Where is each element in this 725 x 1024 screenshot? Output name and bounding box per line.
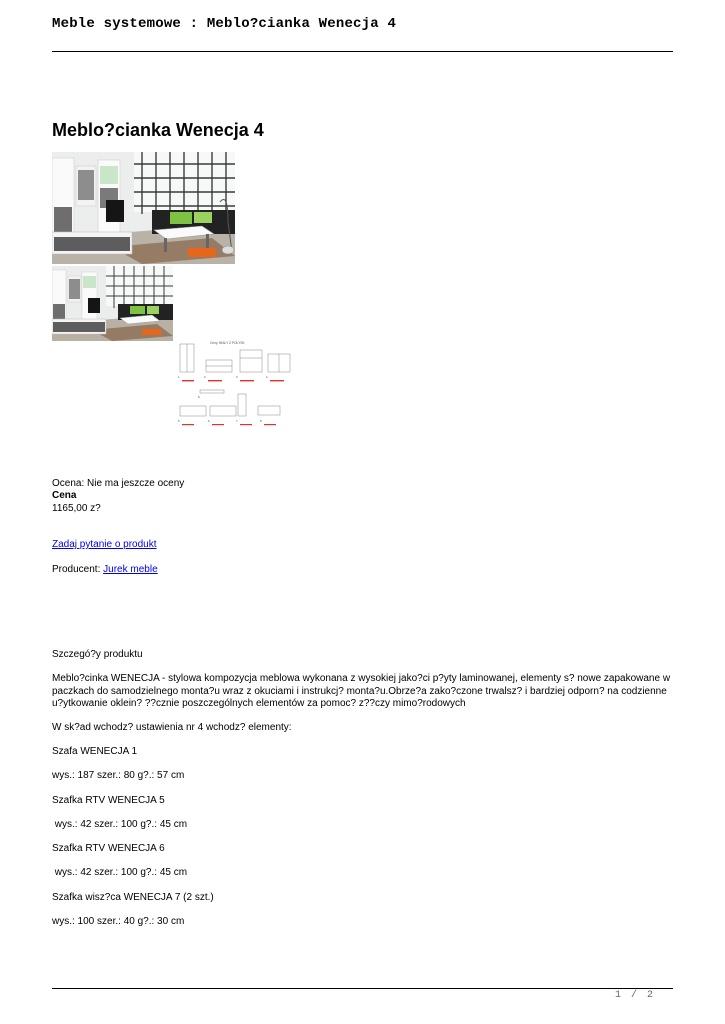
svg-text:8.: 8. (198, 396, 201, 399)
svg-text:1.: 1. (178, 376, 181, 379)
footer-divider (52, 988, 673, 989)
svg-text:2.: 2. (204, 376, 207, 379)
element-dimensions: wys.: 42 szer.: 100 g?.: 45 cm (52, 867, 188, 878)
element-dimensions: wys.: 187 szer.: 80 g?.: 57 cm (52, 770, 185, 781)
product-title: Meblo?cianka Wenecja 4 (52, 120, 264, 140)
diagram-heading: Ceny: BIAŁY Z POŁYSK (210, 341, 245, 345)
svg-text:5.: 5. (178, 420, 181, 423)
details-heading: Szczegó?y produktu (52, 649, 143, 660)
dimensions-diagram[interactable] (174, 338, 298, 426)
document-header-title: Meble systemowe : Meblo?cianka Wenecja 4 (52, 16, 397, 32)
header-divider (52, 51, 673, 52)
product-description: Meblo?cinka WENECJA - stylowa kompozycja meblowa wykonana z wysokiej jako?ci p?yty laminowanej, elementy s? nowe zapakowane w paczkach do samodzielnego monta?u wraz z okuciami i instrukcj? monta?u.Obrze?a zako?czone trwalsz? i bardziej odporn? na codzienne u?ytkowanie oklein? ??cznie poszczególnych elementów za pomoc? z??czy mimo?rodowych (52, 673, 671, 709)
producer-label: Producent: (52, 564, 104, 575)
product-photo-thumb[interactable] (52, 266, 173, 341)
element-item: Szafka RTV WENECJA 6 (52, 843, 165, 854)
element-dimensions: wys.: 100 szer.: 40 g?.: 30 cm (52, 916, 185, 927)
element-item: Szafa WENECJA 1 (52, 746, 138, 757)
svg-text:8.: 8. (260, 420, 263, 423)
producer-link[interactable]: Jurek meble (103, 564, 158, 575)
element-item: Szafka wisz?ca WENECJA 7 (2 szt.) (52, 892, 214, 903)
element-dimensions: wys.: 42 szer.: 100 g?.: 45 cm (52, 819, 188, 830)
svg-text:6.: 6. (208, 420, 211, 423)
ask-question-link[interactable]: Zadaj pytanie o produkt (52, 539, 157, 550)
price-label: Cena (52, 490, 77, 501)
svg-text:4.: 4. (266, 376, 269, 379)
product-photo-main[interactable] (52, 152, 235, 264)
producer-row (52, 564, 158, 577)
svg-text:3.: 3. (236, 376, 239, 379)
product-price: 1165,00 z? (52, 503, 101, 514)
product-rating: Ocena: Nie ma jeszcze oceny (52, 478, 185, 489)
svg-text:7.: 7. (236, 420, 239, 423)
element-item: Szafka RTV WENECJA 5 (52, 795, 165, 806)
page-number: 1 / 2 (614, 990, 655, 1001)
elements-intro: W sk?ad wchodz? ustawienia nr 4 wchodz? elementy: (52, 722, 292, 733)
